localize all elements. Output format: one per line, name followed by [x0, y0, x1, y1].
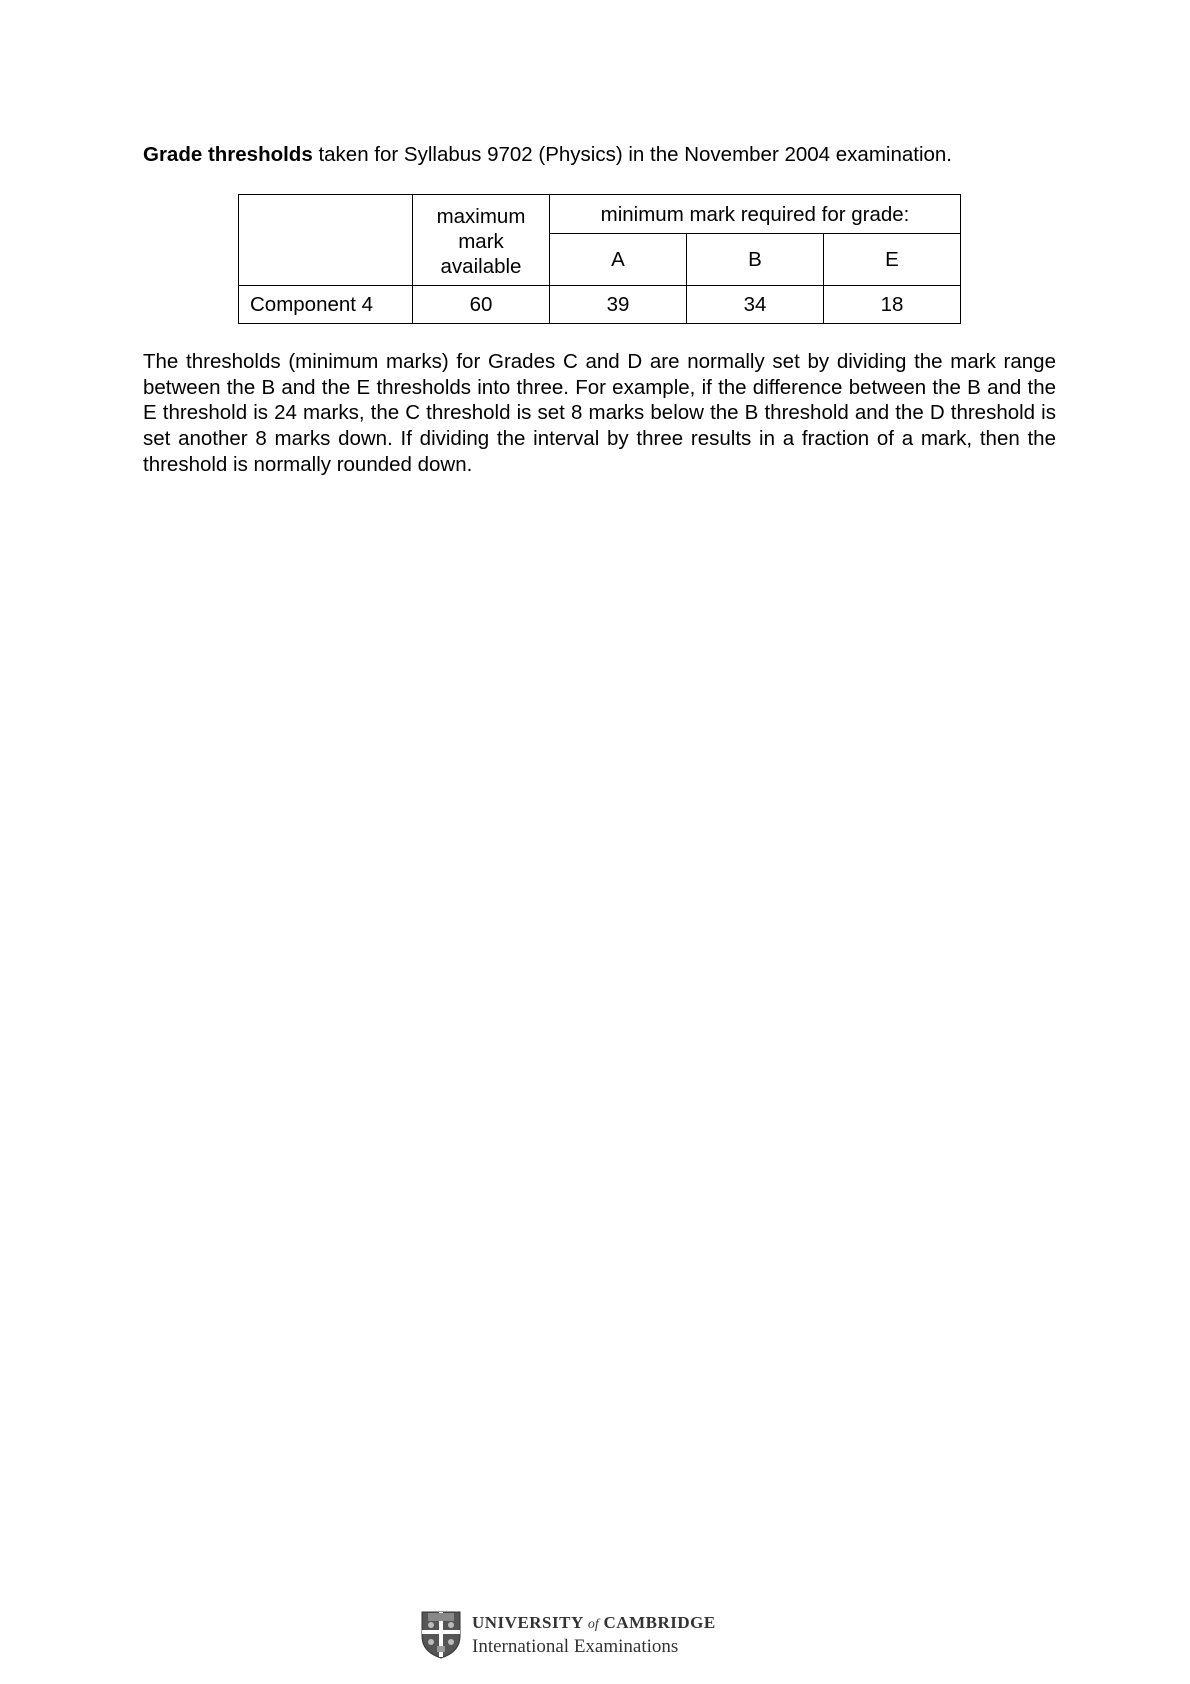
table-row: [239, 286, 961, 324]
footer-subtitle: International Examinations: [472, 1636, 679, 1657]
thresholds-explanation: The thresholds (minimum marks) for Grades C and D are normally set by dividing the mark range between the B and the E thresholds into three. For example, if the difference between the B and the E threshold is 24 marks, the C threshold is set 8 marks below the B threshold and the D threshold is set another 8 marks down. If dividing the interval by three results in a fraction of a mark, then the threshold is normally rounded down.: [143, 350, 1056, 476]
footer-logo: [420, 1610, 716, 1660]
university-crest-icon: [420, 1610, 462, 1660]
intro-sentence: [143, 143, 1073, 167]
grade-thresholds-table: [238, 194, 961, 324]
grade-e-value: 18: [824, 286, 961, 324]
footer-of: of: [587, 1617, 599, 1632]
footer-university: UNIVERSITY: [472, 1613, 584, 1632]
max-mark-header-text: maximum mark available: [436, 204, 526, 278]
footer-university-name: [472, 1612, 716, 1635]
grade-a-header: A: [550, 234, 687, 286]
grade-a-value: 39: [550, 286, 687, 324]
grade-b-header: B: [687, 234, 824, 286]
grade-b-value: 34: [687, 286, 824, 324]
grade-e-header: E: [824, 234, 961, 286]
max-mark-value: 60: [413, 286, 550, 324]
table-corner-cell: [239, 195, 413, 286]
min-mark-header: minimum mark required for grade:: [550, 195, 961, 234]
intro-bold: Grade thresholds: [143, 143, 313, 166]
table-header-row: [239, 195, 961, 234]
max-mark-header: [413, 195, 550, 286]
row-label: Component 4: [239, 286, 413, 324]
intro-rest: taken for Syllabus 9702 (Physics) in the November 2004 examination.: [312, 143, 953, 166]
footer-cambridge: CAMBRIDGE: [603, 1613, 716, 1632]
footer-text: [472, 1612, 716, 1658]
